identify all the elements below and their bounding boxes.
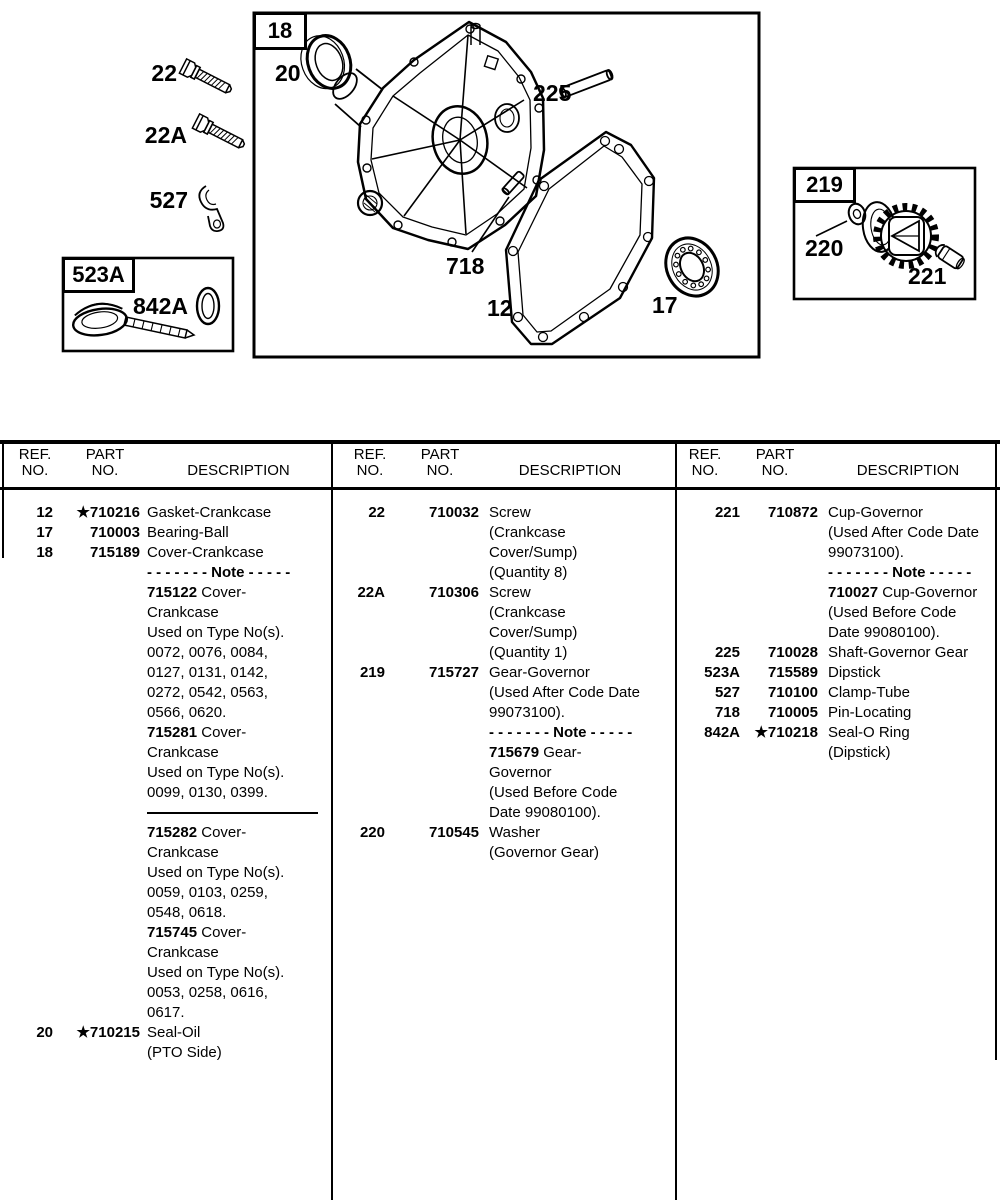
description-line: Date 99080100).	[828, 624, 940, 641]
description	[147, 523, 229, 543]
part-no: 715727	[428, 664, 479, 681]
description	[828, 723, 910, 763]
part-no: 710100	[767, 684, 818, 701]
description-line: Bearing-Ball	[147, 524, 229, 541]
part-no: 710872	[767, 504, 818, 521]
part-no: 710032	[428, 504, 479, 521]
description-line: Washer	[489, 824, 541, 841]
screw-22a-drawing	[192, 114, 247, 153]
description-line: 715679 Gear-	[489, 744, 582, 761]
description-line: Used on Type No(s).	[147, 764, 285, 781]
callout-22: 22	[151, 60, 177, 86]
callout-527: 527	[149, 187, 188, 213]
description	[147, 543, 318, 1023]
table-row	[676, 503, 996, 643]
parts-column-2	[332, 503, 676, 863]
ref-no: 18	[36, 544, 53, 561]
description-line: (Used Before Code	[828, 604, 957, 621]
table-top-border	[0, 440, 1000, 444]
description-line: Used on Type No(s).	[147, 624, 285, 641]
col1-ref-header	[10, 447, 60, 479]
description-line: (Crankcase	[489, 524, 566, 541]
description-line: Dipstick	[828, 664, 881, 681]
main-box-label: 18	[253, 12, 307, 50]
description-line: 0548, 0618.	[147, 904, 227, 921]
callout-17: 17	[652, 292, 678, 318]
description	[828, 703, 911, 723]
part-header-line2: NO.	[761, 462, 789, 479]
description-line: (Crankcase	[489, 604, 566, 621]
table-row	[676, 643, 996, 663]
description	[828, 503, 979, 643]
part-no: 710005	[767, 704, 818, 721]
description-line: Cup-Governor	[828, 504, 924, 521]
description-line: Used on Type No(s).	[147, 864, 285, 881]
ref-header-line2: NO.	[21, 462, 49, 479]
callout-842a: 842A	[133, 293, 188, 319]
description-line: 99073100).	[489, 704, 565, 721]
ref-no: 12	[36, 504, 53, 521]
description-line: (Quantity 1)	[489, 644, 568, 661]
table-row	[2, 523, 332, 543]
governor-box-label: 219	[793, 167, 856, 203]
description-line: (Used After Code Date	[828, 524, 979, 541]
callout-221: 221	[908, 263, 947, 289]
ref-no: 842A	[704, 724, 740, 741]
col2-desc-header: DESCRIPTION	[518, 462, 622, 479]
description-line: 715122 Cover-	[147, 584, 247, 601]
table-row	[2, 543, 332, 1023]
description-line: (Governor Gear)	[489, 844, 600, 861]
ref-no: 17	[36, 524, 53, 541]
description-line: Clamp-Tube	[828, 684, 910, 701]
ref-header-line2: NO.	[691, 462, 719, 479]
screw-22-drawing	[179, 59, 234, 98]
col2-part-header	[415, 447, 465, 479]
ref-no: 22	[368, 504, 385, 521]
description	[828, 643, 968, 663]
description-line: 715282 Cover-	[147, 824, 247, 841]
description-line: Used on Type No(s).	[147, 964, 285, 981]
part-header-line2: NO.	[426, 462, 454, 479]
description-line: Cover-Crankcase	[147, 544, 264, 561]
description-line: (Used Before Code	[489, 784, 618, 801]
description	[147, 1023, 222, 1063]
parts-column-3	[676, 503, 996, 763]
description-line: 0617.	[147, 1004, 185, 1021]
table-row	[332, 663, 676, 823]
ref-no: 221	[714, 504, 740, 521]
parts-column-1	[2, 503, 332, 1063]
description	[489, 583, 577, 663]
description-line: 0072, 0076, 0084,	[147, 644, 268, 661]
ref-header-line2: NO.	[356, 462, 384, 479]
description-line: Gasket-Crankcase	[147, 504, 272, 521]
description-line: Pin-Locating	[828, 704, 912, 721]
o-ring-drawing	[197, 288, 219, 324]
description-line: 715281 Cover-	[147, 724, 247, 741]
description	[828, 683, 910, 703]
table-row	[2, 1023, 332, 1063]
description-line: - - - - - - - Note - - - - -	[828, 564, 972, 581]
description-line: Crankcase	[147, 944, 219, 961]
description	[489, 503, 577, 583]
table-header-separator	[0, 487, 1000, 490]
ref-header-line1: REF.	[688, 446, 722, 463]
ref-header-line1: REF.	[18, 446, 52, 463]
part-header-line2: NO.	[91, 462, 119, 479]
callout-22a: 22A	[144, 122, 187, 148]
description-line: Crankcase	[147, 604, 219, 621]
table-row	[332, 583, 676, 663]
description-line: 715745 Cover-	[147, 924, 247, 941]
description-line: Crankcase	[147, 744, 219, 761]
description-line: Cover/Sump)	[489, 624, 578, 641]
ref-no: 219	[359, 664, 385, 681]
col2-ref-header	[345, 447, 395, 479]
description-line: - - - - - - - Note - - - - -	[147, 564, 291, 581]
governor-gear-drawing	[860, 200, 935, 265]
part-header-line1: PART	[420, 446, 460, 463]
description-line: 0272, 0542, 0563,	[147, 684, 268, 701]
table-row	[676, 663, 996, 683]
description	[489, 663, 640, 823]
callout-718: 718	[446, 253, 485, 279]
part-no: 710306	[428, 584, 479, 601]
ref-no: 523A	[704, 664, 740, 681]
part-no: 715589	[767, 664, 818, 681]
description-line: (PTO Side)	[147, 1044, 222, 1061]
col3-part-header	[750, 447, 800, 479]
description-line: Date 99080100).	[489, 804, 601, 821]
note-divider	[147, 812, 318, 814]
part-no: 710545	[428, 824, 479, 841]
table-row	[676, 703, 996, 723]
col3-ref-header	[680, 447, 730, 479]
ref-no: 22A	[357, 584, 385, 601]
description-line: 0053, 0258, 0616,	[147, 984, 268, 1001]
part-header-line1: PART	[755, 446, 795, 463]
description-line: - - - - - - - Note - - - - -	[489, 724, 633, 741]
description-line: 0059, 0103, 0259,	[147, 884, 268, 901]
description-line: 0566, 0620.	[147, 704, 227, 721]
description-line: Gear-Governor	[489, 664, 590, 681]
ref-header-line1: REF.	[353, 446, 387, 463]
table-row	[676, 683, 996, 703]
description	[147, 503, 271, 523]
description-line: 0127, 0131, 0142,	[147, 664, 268, 681]
description-line: (Quantity 8)	[489, 564, 568, 581]
description	[828, 663, 881, 683]
table-row	[332, 503, 676, 583]
ref-no: 220	[359, 824, 385, 841]
part-header-line1: PART	[85, 446, 125, 463]
description-line: Governor	[489, 764, 552, 781]
table-row	[2, 503, 332, 523]
col1-part-header	[80, 447, 130, 479]
table-row	[676, 723, 996, 763]
description-line: Seal-O Ring	[828, 724, 910, 741]
crankcase-cover-drawing	[328, 22, 544, 249]
ref-no: 527	[714, 684, 740, 701]
part-no: ★710218	[754, 724, 818, 741]
ref-no: 718	[714, 704, 740, 721]
part-no: 715189	[89, 544, 140, 561]
callout-220: 220	[805, 235, 844, 261]
ref-no: 20	[36, 1024, 53, 1041]
description-line: 99073100).	[828, 544, 904, 561]
description-line: Screw	[489, 584, 531, 601]
description-line: Seal-Oil	[147, 1024, 201, 1041]
callout-12: 12	[487, 295, 513, 321]
description-line: Shaft-Governor Gear	[828, 644, 969, 661]
callout-225: 225	[533, 80, 572, 106]
dipstick-box-label: 523A	[62, 257, 135, 293]
description-line: Crankcase	[147, 844, 219, 861]
table-row	[332, 823, 676, 863]
description	[489, 823, 599, 863]
description-line: Cover/Sump)	[489, 544, 578, 561]
callout-20: 20	[275, 60, 301, 86]
part-no: ★710215	[76, 1024, 140, 1041]
description-line: (Used After Code Date	[489, 684, 640, 701]
description-line: 0099, 0130, 0399.	[147, 784, 268, 801]
col1-desc-header: DESCRIPTION	[187, 462, 290, 479]
description-line: Screw	[489, 504, 531, 521]
part-no: 710028	[767, 644, 818, 661]
clamp-drawing	[199, 186, 223, 231]
ref-no: 225	[714, 644, 740, 661]
part-no: ★710216	[76, 504, 140, 521]
description-line: 710027 Cup-Governor	[828, 584, 978, 601]
col3-desc-header: DESCRIPTION	[856, 462, 960, 479]
part-no: 710003	[89, 524, 140, 541]
description-line: (Dipstick)	[828, 744, 891, 761]
